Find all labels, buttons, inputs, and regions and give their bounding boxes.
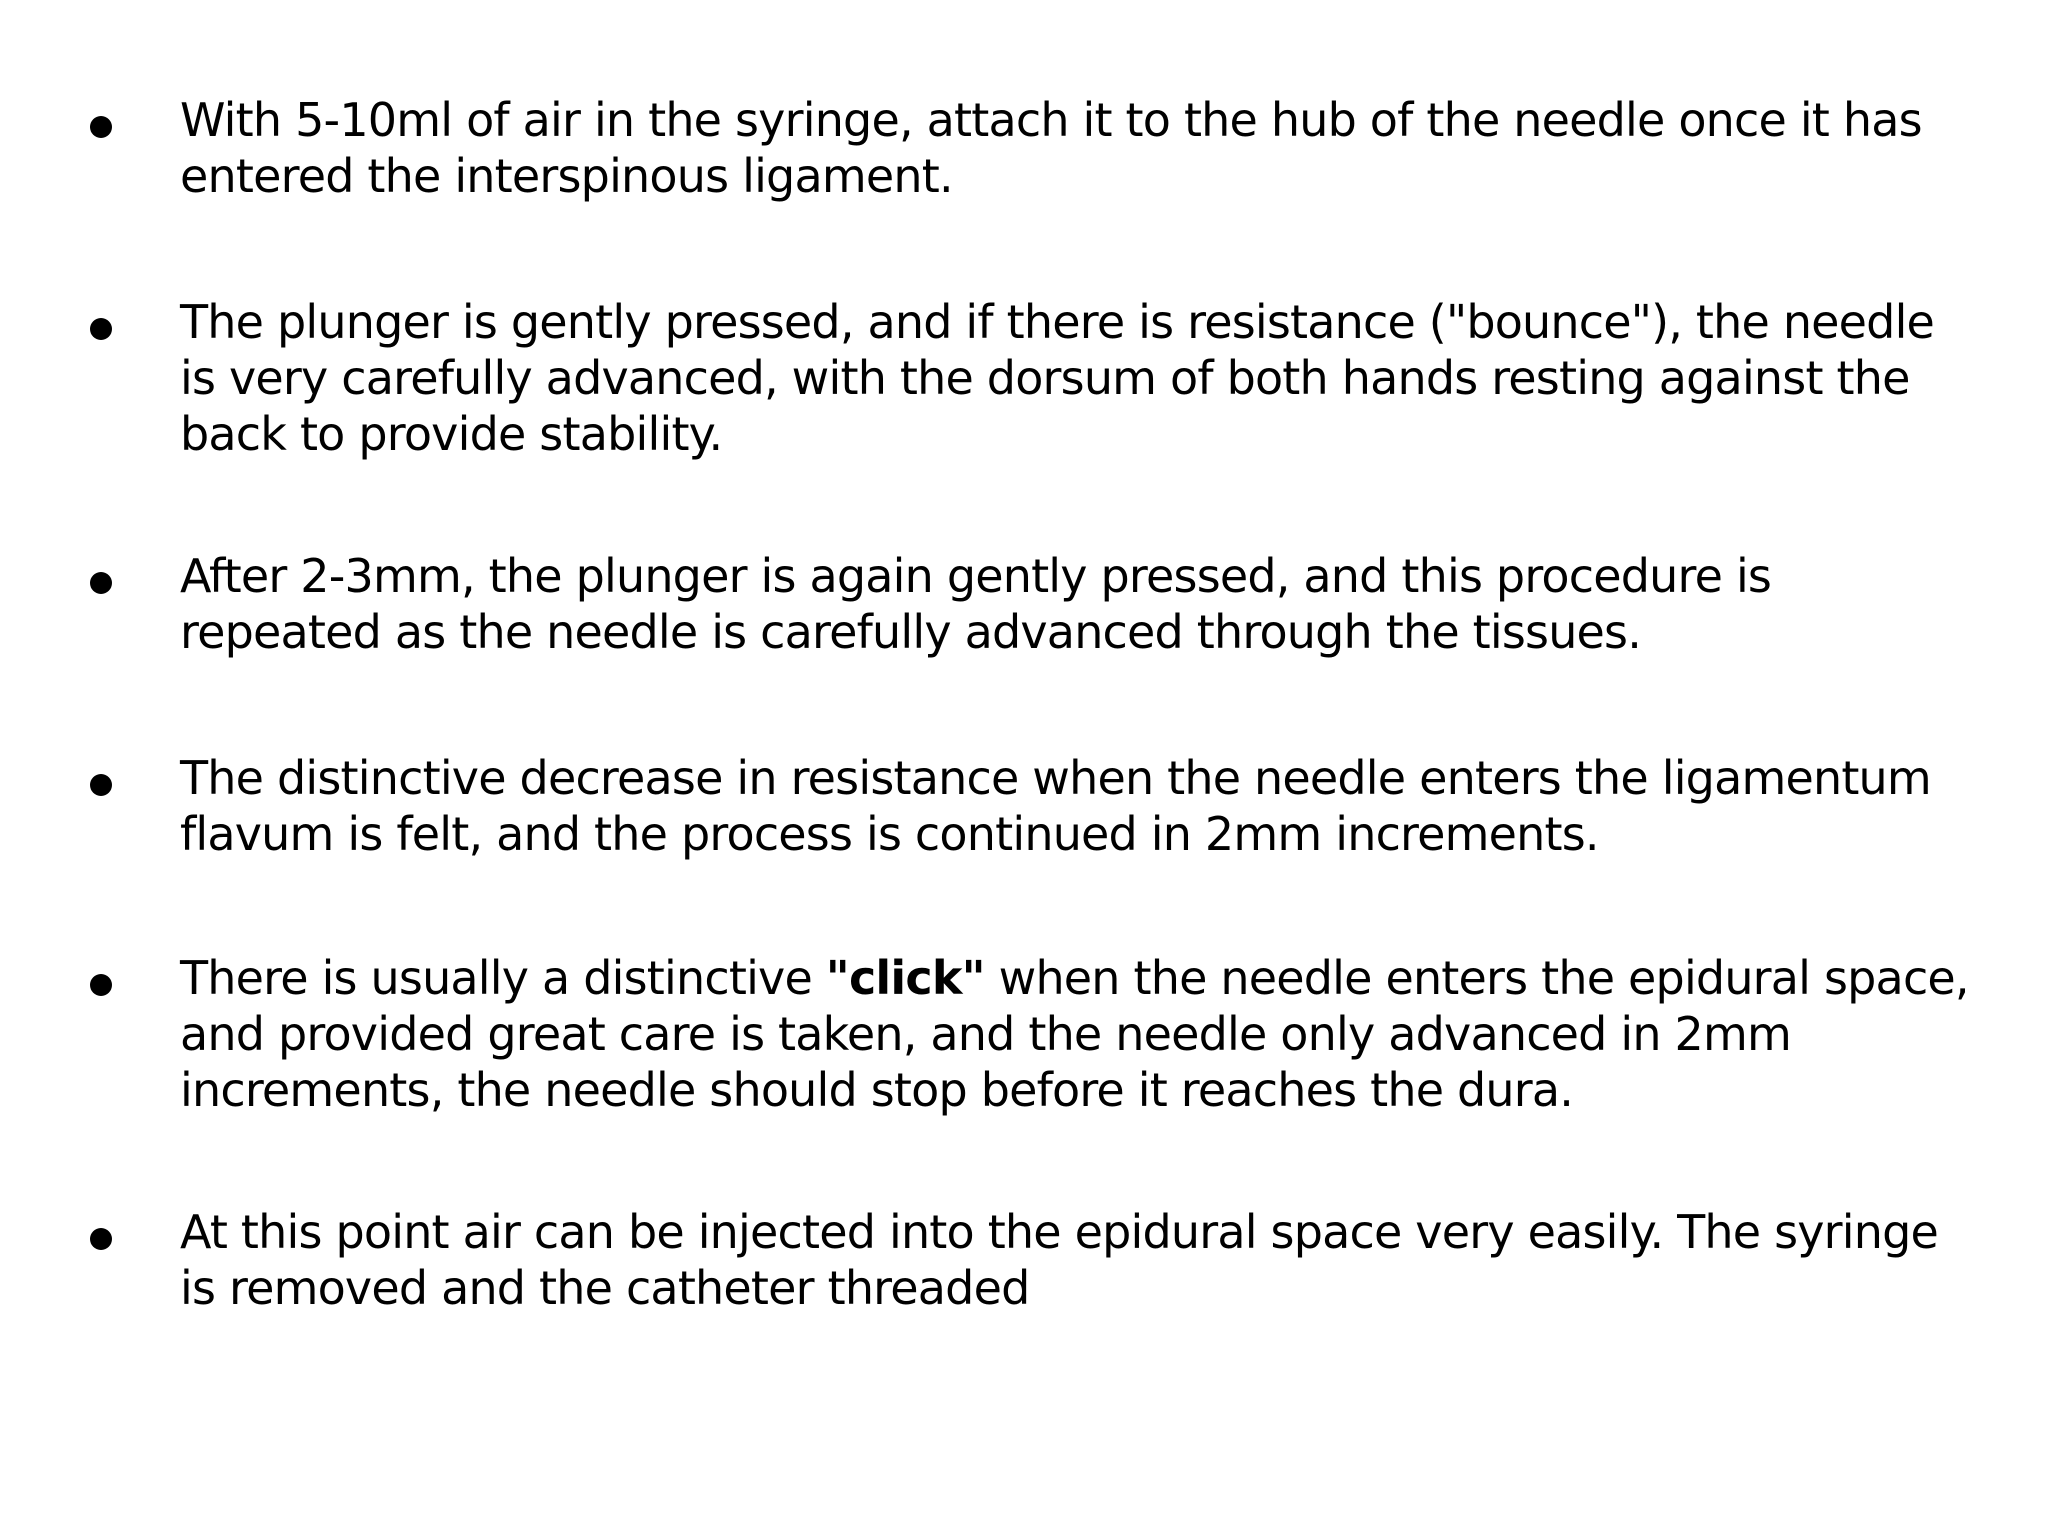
bullet-text-before: There is usually a distinctive xyxy=(180,951,826,1005)
bullet-dot-icon xyxy=(90,318,112,340)
bullet-dot-icon xyxy=(90,1228,112,1250)
bullet-dot-icon xyxy=(90,116,112,138)
bullet-text: After 2-3mm, the plunger is again gently pressed, and this procedure is repeated as the needle is carefully advanced through the tissues. xyxy=(180,549,1772,659)
bullet-text: At this point air can be injected into the epidural space very easily. The syringe is removed and the catheter threaded xyxy=(180,1205,1939,1315)
bullet-text: The plunger is gently pressed, and if there is resistance ("bounce"), the needle is very carefully advanced, with the dorsum of both hands resting against the back to provide stability. xyxy=(180,295,1935,461)
click-emphasis: "click" xyxy=(825,951,985,1005)
bullet-text-after: when the needle enters the epidural space, and provided great care is taken, and the needle only advanced in 2mm increments, the needle should stop before it reaches the dura. xyxy=(180,951,1969,1117)
bullet-dot-icon xyxy=(90,572,112,594)
bullet-text: With 5-10ml of air in the syringe, attach it to the hub of the needle once it has entered the interspinous ligament. xyxy=(180,93,1922,203)
bullet-dot-icon xyxy=(90,774,112,796)
bullet-text: The distinctive decrease in resistance when the needle enters the ligamentum flavum is felt, and the process is continued in 2mm increments. xyxy=(180,751,1931,861)
bullet-dot-icon xyxy=(90,974,112,996)
bullet-text xyxy=(180,950,1980,1118)
